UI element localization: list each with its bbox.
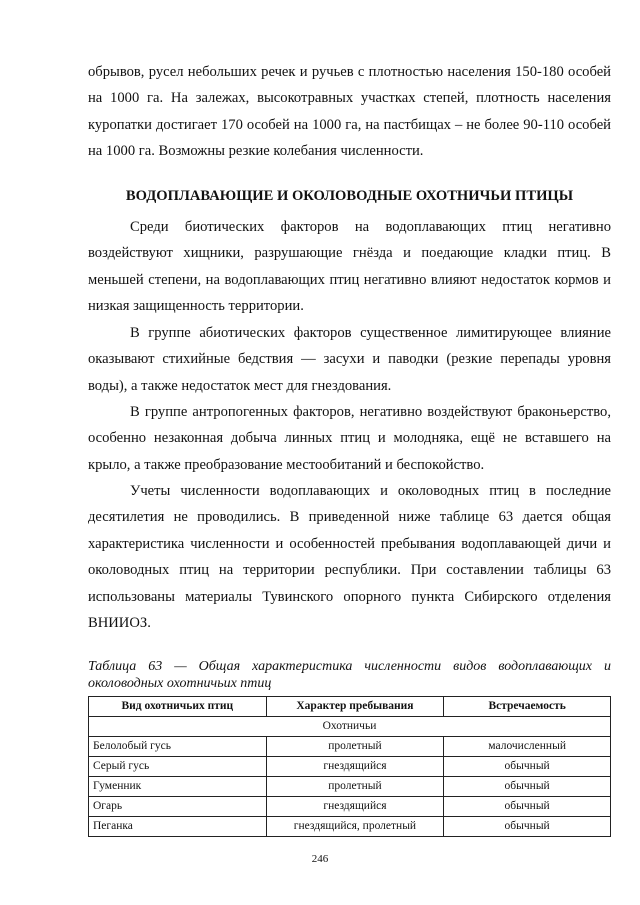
- stay-cell: гнездящийся: [266, 797, 444, 817]
- paragraph-anthropogenic: В группе антропогенных факторов, негативно воздействуют браконьерство, особенно незаконная добыча линных птиц и молодняка, ещё не вставшего на крыло, а также преобразование местообитаний и беспокойство.: [88, 404, 611, 473]
- table-header-row: [89, 697, 611, 717]
- table-row: [89, 737, 611, 757]
- section-heading: ВОДОПЛАВАЮЩИЕ И ОКОЛОВОДНЫЕ ОХОТНИЧЬИ ПТИЦЫ: [125, 188, 574, 204]
- stay-cell: пролетный: [266, 777, 444, 797]
- table-row: [89, 817, 611, 837]
- stay-cell: гнездящийся, пролетный: [266, 817, 444, 837]
- species-cell: Белолобый гусь: [89, 737, 267, 757]
- table-row: [89, 777, 611, 797]
- table-row: [89, 757, 611, 777]
- table-caption: Таблица 63 — Общая характеристика численности видов водоплавающих и околоводных охотничьих птиц: [88, 659, 611, 691]
- occurrence-cell: обычный: [444, 797, 611, 817]
- column-header-stay: Характер пребывания: [266, 697, 444, 717]
- species-cell: Огарь: [89, 797, 267, 817]
- table-row: [89, 797, 611, 817]
- page-number: 246: [311, 853, 329, 865]
- table-group-row: [89, 717, 611, 737]
- occurrence-cell: обычный: [444, 757, 611, 777]
- paragraph-biotic: Среди биотических факторов на водоплавающих птиц негативно воздействуют хищники, разрушающие гнёзда и поедающие кладки птиц. В меньшей степени, на водоплавающих птиц негативно влияют недостаток кормов и низкая защищенность территории.: [88, 219, 611, 315]
- stay-cell: гнездящийся: [266, 757, 444, 777]
- species-cell: Гуменник: [89, 777, 267, 797]
- stay-cell: пролетный: [266, 737, 444, 757]
- intro-paragraph: обрывов, русел небольших речек и ручьев с плотностью населения 150-180 особей на 1000 га. На залежах, высокотравных участках степей, плотность населения куропатки достигает 170 особей на 1000 га, на пастбищах – не более 90-110 особей на 1000 га. Возможны резкие колебания численности.: [88, 64, 611, 160]
- paragraph-census: Учеты численности водоплавающих и околоводных птиц в последние десятилетия не проводились. В приведенной ниже таблице 63 дается общая характеристика численности и особенностей пребывания водоплавающей дичи и околоводных птиц на территории республики. При составлении таблицы 63 использованы материалы Тувинского опорного пункта Сибирского отделения ВНИИОЗ.: [88, 483, 611, 632]
- birds-table: [88, 696, 611, 837]
- paragraph-abiotic: В группе абиотических факторов существенное лимитирующее влияние оказывают стихийные бедствия — засухи и паводки (резкие перепады уровня воды), а также недостаток мест для гнездования.: [88, 325, 611, 394]
- occurrence-cell: обычный: [444, 817, 611, 837]
- column-header-occurrence: Встречаемость: [444, 697, 611, 717]
- species-cell: Серый гусь: [89, 757, 267, 777]
- column-header-species: Вид охотничьих птиц: [89, 697, 267, 717]
- occurrence-cell: обычный: [444, 777, 611, 797]
- group-label: Охотничьи: [89, 717, 611, 737]
- occurrence-cell: малочисленный: [444, 737, 611, 757]
- species-cell: Пеганка: [89, 817, 267, 837]
